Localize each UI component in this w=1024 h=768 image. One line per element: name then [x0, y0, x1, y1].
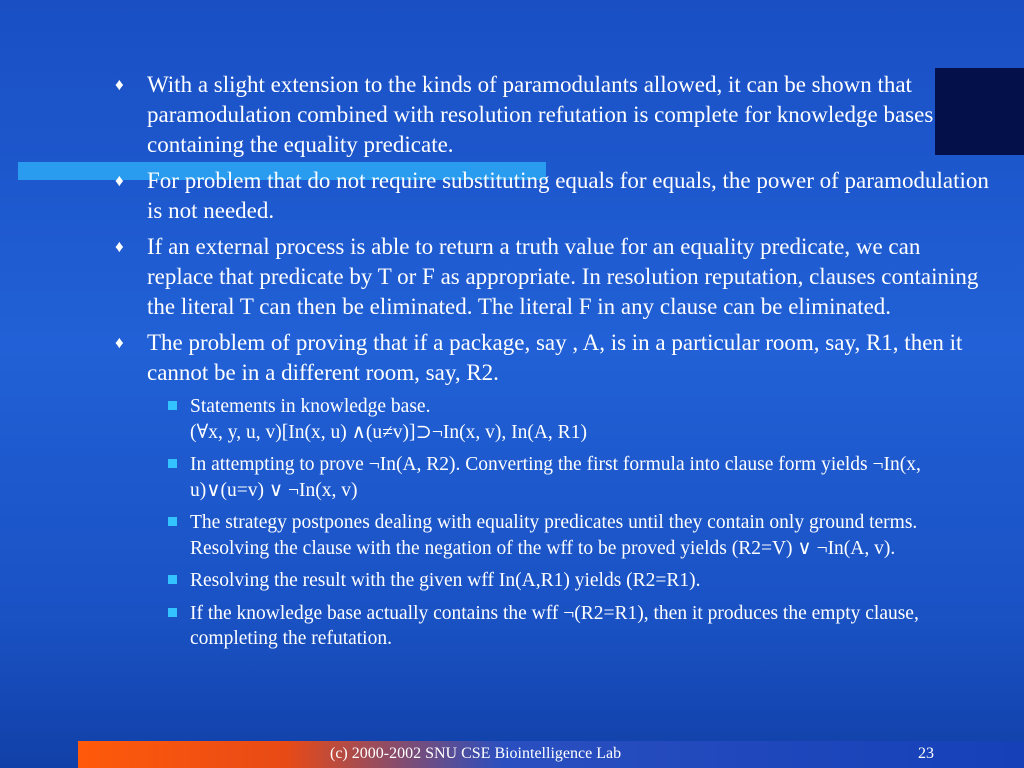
- subbullet-item: [168, 568, 992, 594]
- square-bullet-icon: [168, 608, 177, 617]
- diamond-bullet-icon: ♦: [115, 171, 124, 190]
- diamond-bullet-icon: ♦: [115, 333, 124, 352]
- bullet-text: With a slight extension to the kinds of paramodulants allowed, it can be shown that paramodulation combined with resolution refutation is complete for knowledge bases containing the equality predicate.: [147, 72, 934, 157]
- square-bullet-icon: [168, 459, 177, 468]
- subbullet-text: Statements in knowledge base.: [190, 396, 431, 417]
- subbullet-formula: (∀x, y, u, v)[In(x, u) ∧(u≠v)]⊃¬In(x, v), In(A, R1): [190, 421, 587, 443]
- subbullet-item: [168, 452, 992, 503]
- bullet-text: If an external process is able to return a truth value for an equality predicate, we can replace that predicate by T or F as appropriate. In resolution reputation, clauses containing the literal T can then be eliminated. The literal F in any clause can be eliminated.: [147, 234, 979, 319]
- bullet-item: [112, 328, 992, 388]
- bullet-text: For problem that do not require substituting equals for equals, the power of paramodulation is not needed.: [147, 168, 989, 223]
- diamond-bullet-icon: ♦: [115, 75, 124, 94]
- subbullet-text: Resolving the result with the given wff In(A,R1) yields (R2=R1).: [190, 570, 701, 591]
- bullet-item: [112, 232, 992, 322]
- subbullet-text: If the knowledge base actually contains the wff ¬(R2=R1), then it produces the empty clause, completing the refutation.: [190, 602, 919, 649]
- slide-content: [112, 70, 992, 659]
- square-bullet-icon: [168, 517, 177, 526]
- square-bullet-icon: [168, 401, 177, 410]
- diamond-bullet-icon: ♦: [115, 237, 124, 256]
- square-bullet-icon: [168, 575, 177, 584]
- subbullet-item: [168, 510, 992, 561]
- footer-copyright: (c) 2000-2002 SNU CSE Biointelligence Lab: [330, 745, 622, 762]
- subbullet-item: [168, 601, 992, 652]
- subbullet-text: In attempting to prove ¬In(A, R2). Converting the first formula into clause form yields ¬In(x, u)∨(u=v) ∨ ¬In(x, v): [190, 454, 921, 501]
- subbullet-item: [168, 394, 992, 445]
- bullet-item: [112, 166, 992, 226]
- bullet-item: [112, 70, 992, 160]
- bullet-text: The problem of proving that if a package, say , A, is in a particular room, say, R1, then it cannot be in a different room, say, R2.: [147, 330, 963, 385]
- subbullet-text: The strategy postpones dealing with equality predicates until they contain only ground terms. Resolving the clause with the negation of the wff to be proved yields (R2=V) ∨ ¬In(A, v).: [190, 512, 918, 559]
- page-number: 23: [918, 745, 934, 762]
